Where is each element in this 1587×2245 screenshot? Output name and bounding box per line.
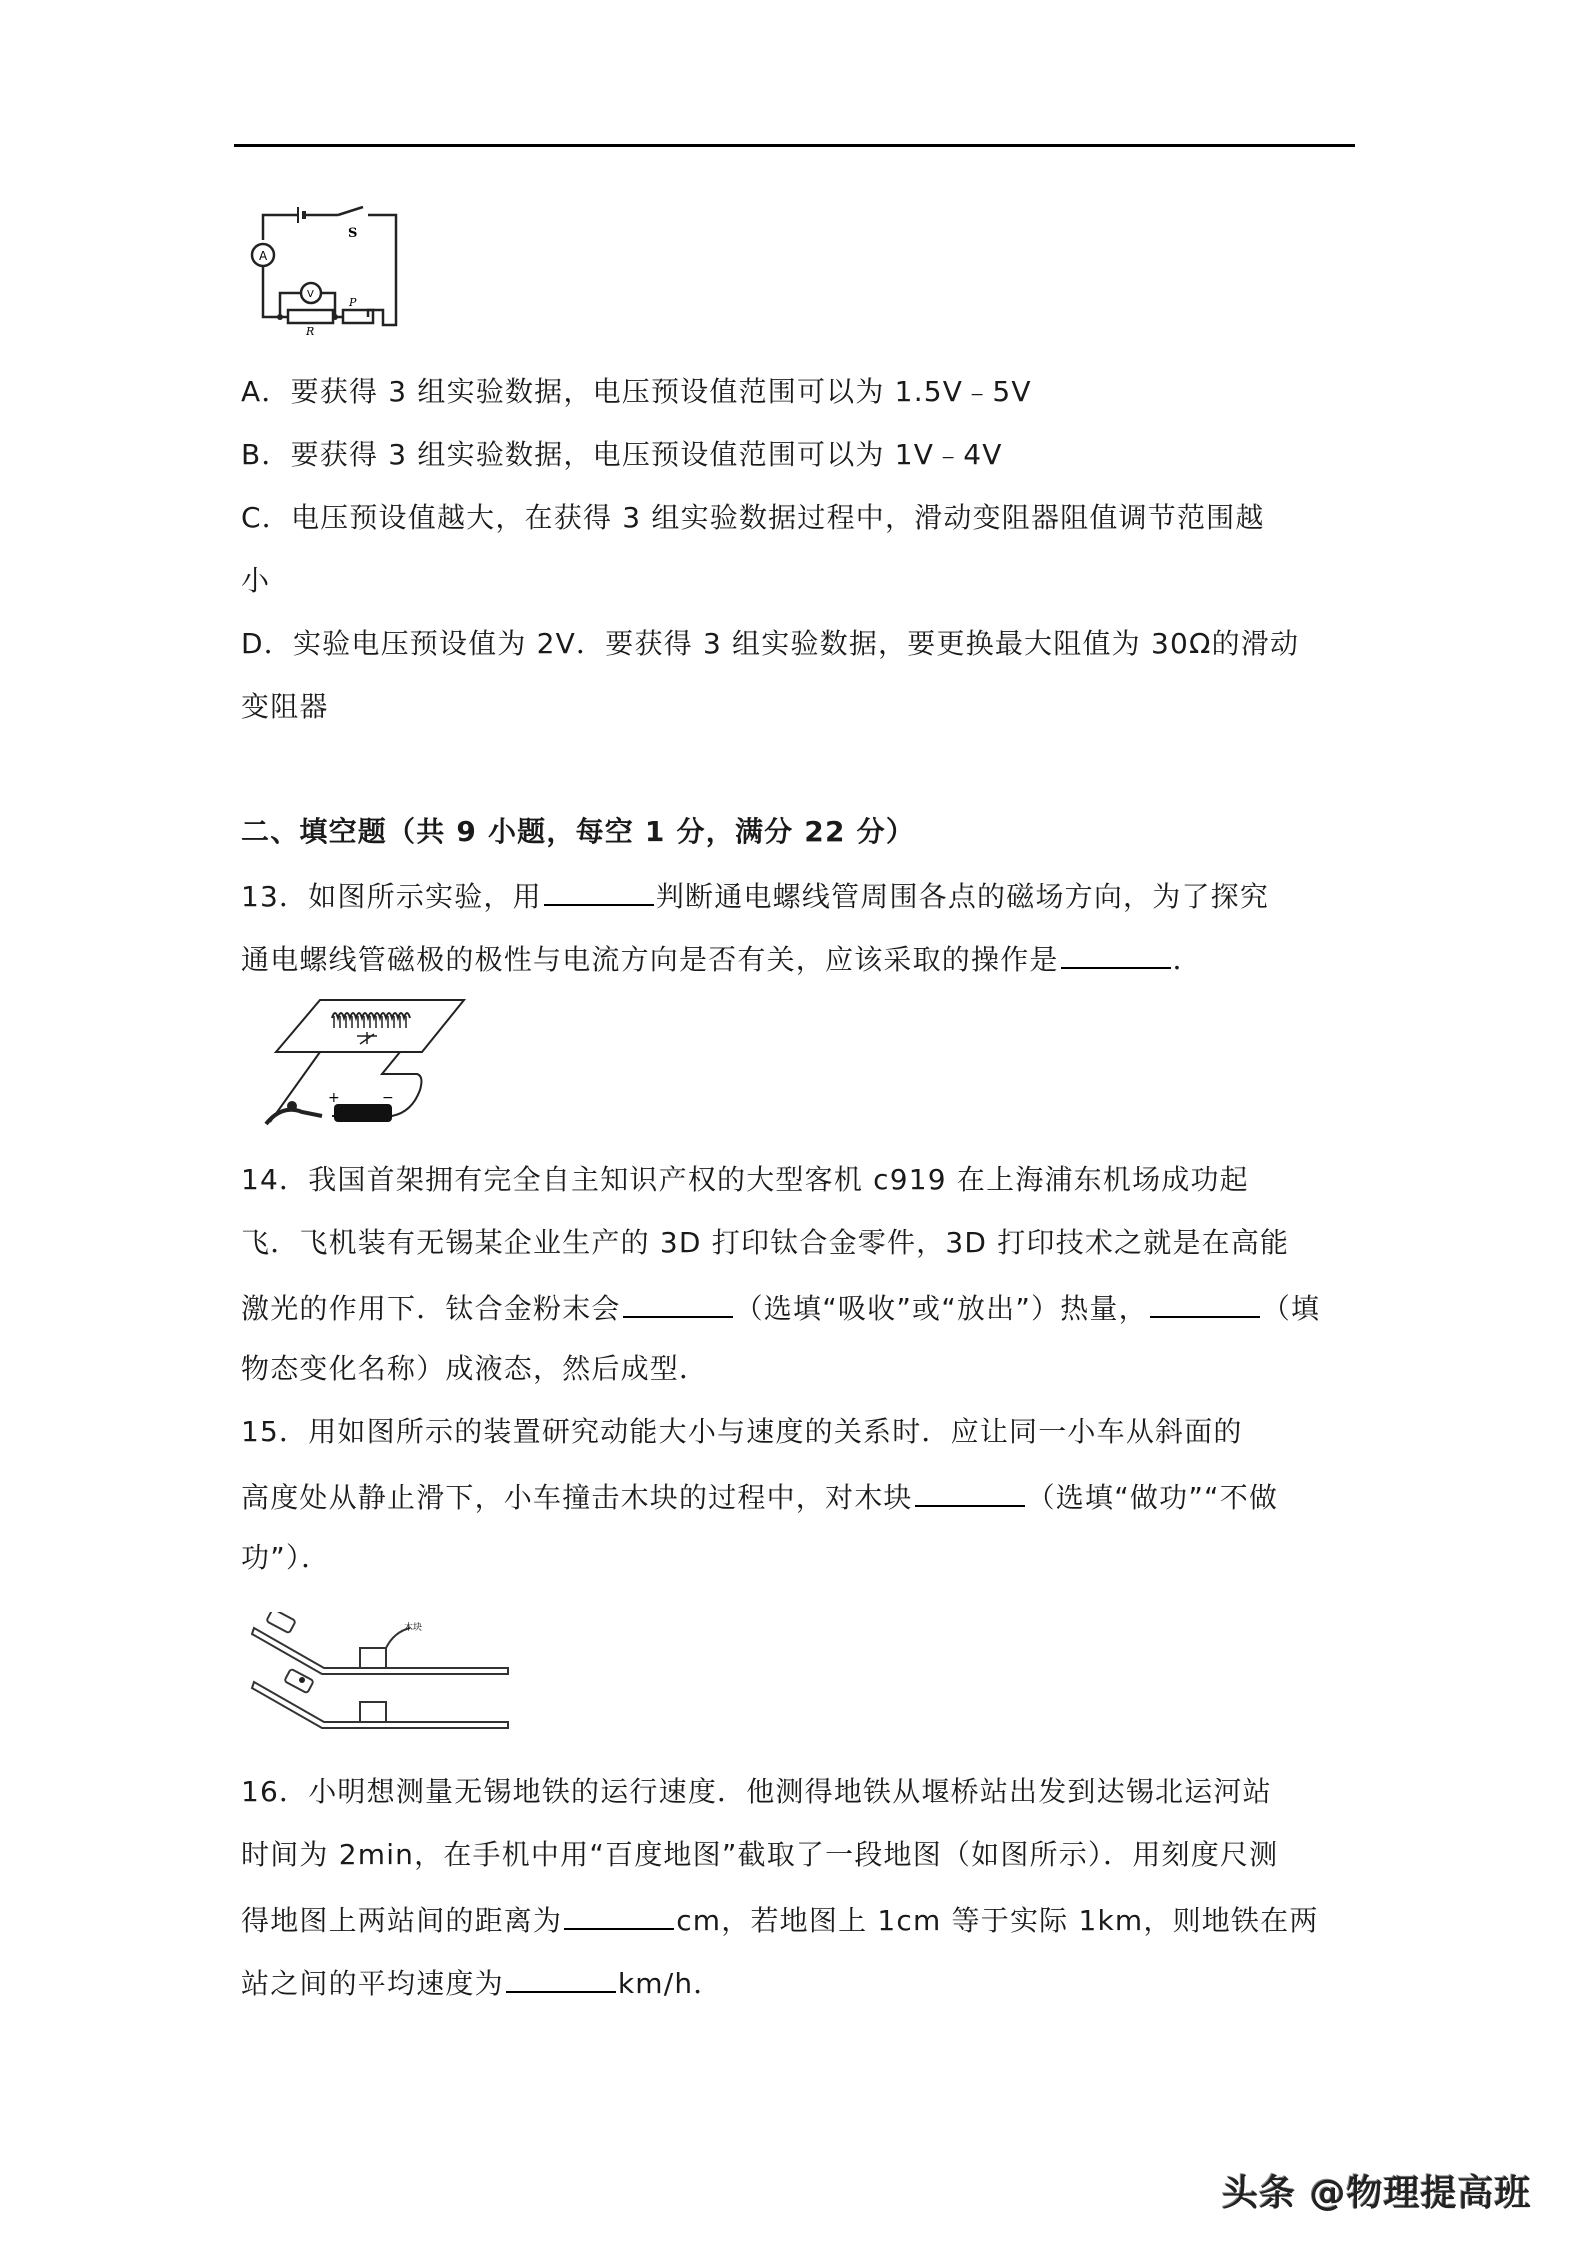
answer-blank[interactable]: [1061, 937, 1171, 969]
q16-line-1: 16．小明想测量无锡地铁的运行速度．他测得地铁从堰桥站出发到达锡北运河站: [241, 1775, 1272, 1808]
q13-line-1: [241, 874, 1269, 917]
answer-blank[interactable]: [915, 1475, 1025, 1507]
slider-label: P: [349, 296, 357, 309]
option-text: 电压预设值越大，在获得 3 组实验数据过程中，滑动变阻器阻值调节范围越: [290, 501, 1265, 534]
option-c: [241, 498, 1265, 538]
block-label: 木块: [404, 1623, 423, 1633]
q14-text: （选填“吸收”或“放出”）热量，: [734, 1292, 1148, 1325]
q14-text: （填: [1261, 1292, 1321, 1325]
q16-text: 得地图上两站间的距离为: [241, 1904, 563, 1937]
header-rule: [234, 144, 1355, 147]
option-letter: D．: [241, 627, 293, 660]
circuit-diagram: [238, 205, 408, 335]
q15-line-3: 功”）．: [241, 1541, 331, 1574]
q13-text: ．: [1172, 943, 1202, 976]
solenoid-figure: [262, 994, 502, 1142]
q13-text: 通电螺线管磁极的极性与电流方向是否有关，应该采取的操作是: [241, 943, 1059, 976]
answer-blank[interactable]: [506, 1961, 616, 1993]
option-a: [241, 372, 1032, 412]
q14-line-1: 14．我国首架拥有完全自主知识产权的大型客机 c919 在上海浦东机场成功起: [241, 1163, 1249, 1196]
q16-text: cm，若地图上 1cm 等于实际 1km，则地铁在两: [676, 1904, 1319, 1937]
q13-text: 13．如图所示实验，用: [241, 880, 542, 913]
q14-line-2: 飞．飞机装有无锡某企业生产的 3D 打印钛合金零件，3D 打印技术之就是在高能: [241, 1226, 1290, 1259]
voltmeter-label: V: [307, 289, 314, 300]
q16-text: km/h．: [617, 1967, 723, 2000]
ramp-figure: [244, 1612, 516, 1746]
answer-blank[interactable]: [1150, 1286, 1260, 1318]
option-b: [241, 435, 1003, 475]
option-letter: A．: [241, 375, 291, 408]
q14-line-4: 物态变化名称）成液态，然后成型．: [241, 1352, 709, 1385]
q16-line-4: [241, 1961, 722, 2004]
answer-blank[interactable]: [623, 1286, 733, 1318]
option-text: 要获得 3 组实验数据，电压预设值范围可以为 1V﹣4V: [290, 438, 1003, 471]
section-title: 二、填空题（共 9 小题，每空 1 分，满分 22 分）: [241, 815, 916, 848]
switch-label: S: [348, 226, 358, 241]
q16-line-3: [241, 1898, 1319, 1941]
plus-sign: +: [328, 1090, 340, 1106]
q15-text: 高度处从静止滑下，小车撞击木块的过程中，对木块: [241, 1481, 913, 1514]
option-text: 要获得 3 组实验数据，电压预设值范围可以为 1.5V﹣5V: [290, 375, 1032, 408]
q13-text: 判断通电螺线管周围各点的磁场方向，为了探究: [655, 880, 1270, 913]
q16-line-2: 时间为 2min，在手机中用“百度地图”截取了一段地图（如图所示）．用刻度尺测: [241, 1838, 1279, 1871]
minus-sign: −: [382, 1090, 394, 1106]
option-text-cont: 变阻器: [241, 690, 329, 723]
answer-blank[interactable]: [564, 1898, 674, 1930]
option-letter: B．: [241, 438, 291, 471]
option-text-cont: 小: [241, 564, 271, 597]
option-d-cont: [241, 687, 329, 727]
option-d: [241, 624, 1299, 664]
ammeter-label: A: [259, 249, 268, 263]
q16-text: 站之间的平均速度为: [241, 1967, 504, 2000]
option-c-cont: [241, 561, 270, 601]
option-text: 实验电压预设值为 2V．要获得 3 组实验数据，要更换最大阻值为 30Ω的滑动: [292, 627, 1300, 660]
q13-line-2: [241, 937, 1202, 980]
option-letter: C．: [241, 501, 291, 534]
watermark: 头条 @物理提高班: [1222, 2173, 1532, 2214]
q15-line-1: 15．用如图所示的装置研究动能大小与速度的关系时．应让同一小车从斜面的: [241, 1415, 1243, 1448]
q14-line-3: [241, 1286, 1320, 1329]
resistor-label: R: [306, 325, 315, 335]
q14-text: 激光的作用下．钛合金粉末会: [241, 1292, 621, 1325]
q15-line-2: [241, 1475, 1278, 1518]
q15-text: （选填“做功”“不做: [1026, 1481, 1279, 1514]
answer-blank[interactable]: [544, 874, 654, 906]
